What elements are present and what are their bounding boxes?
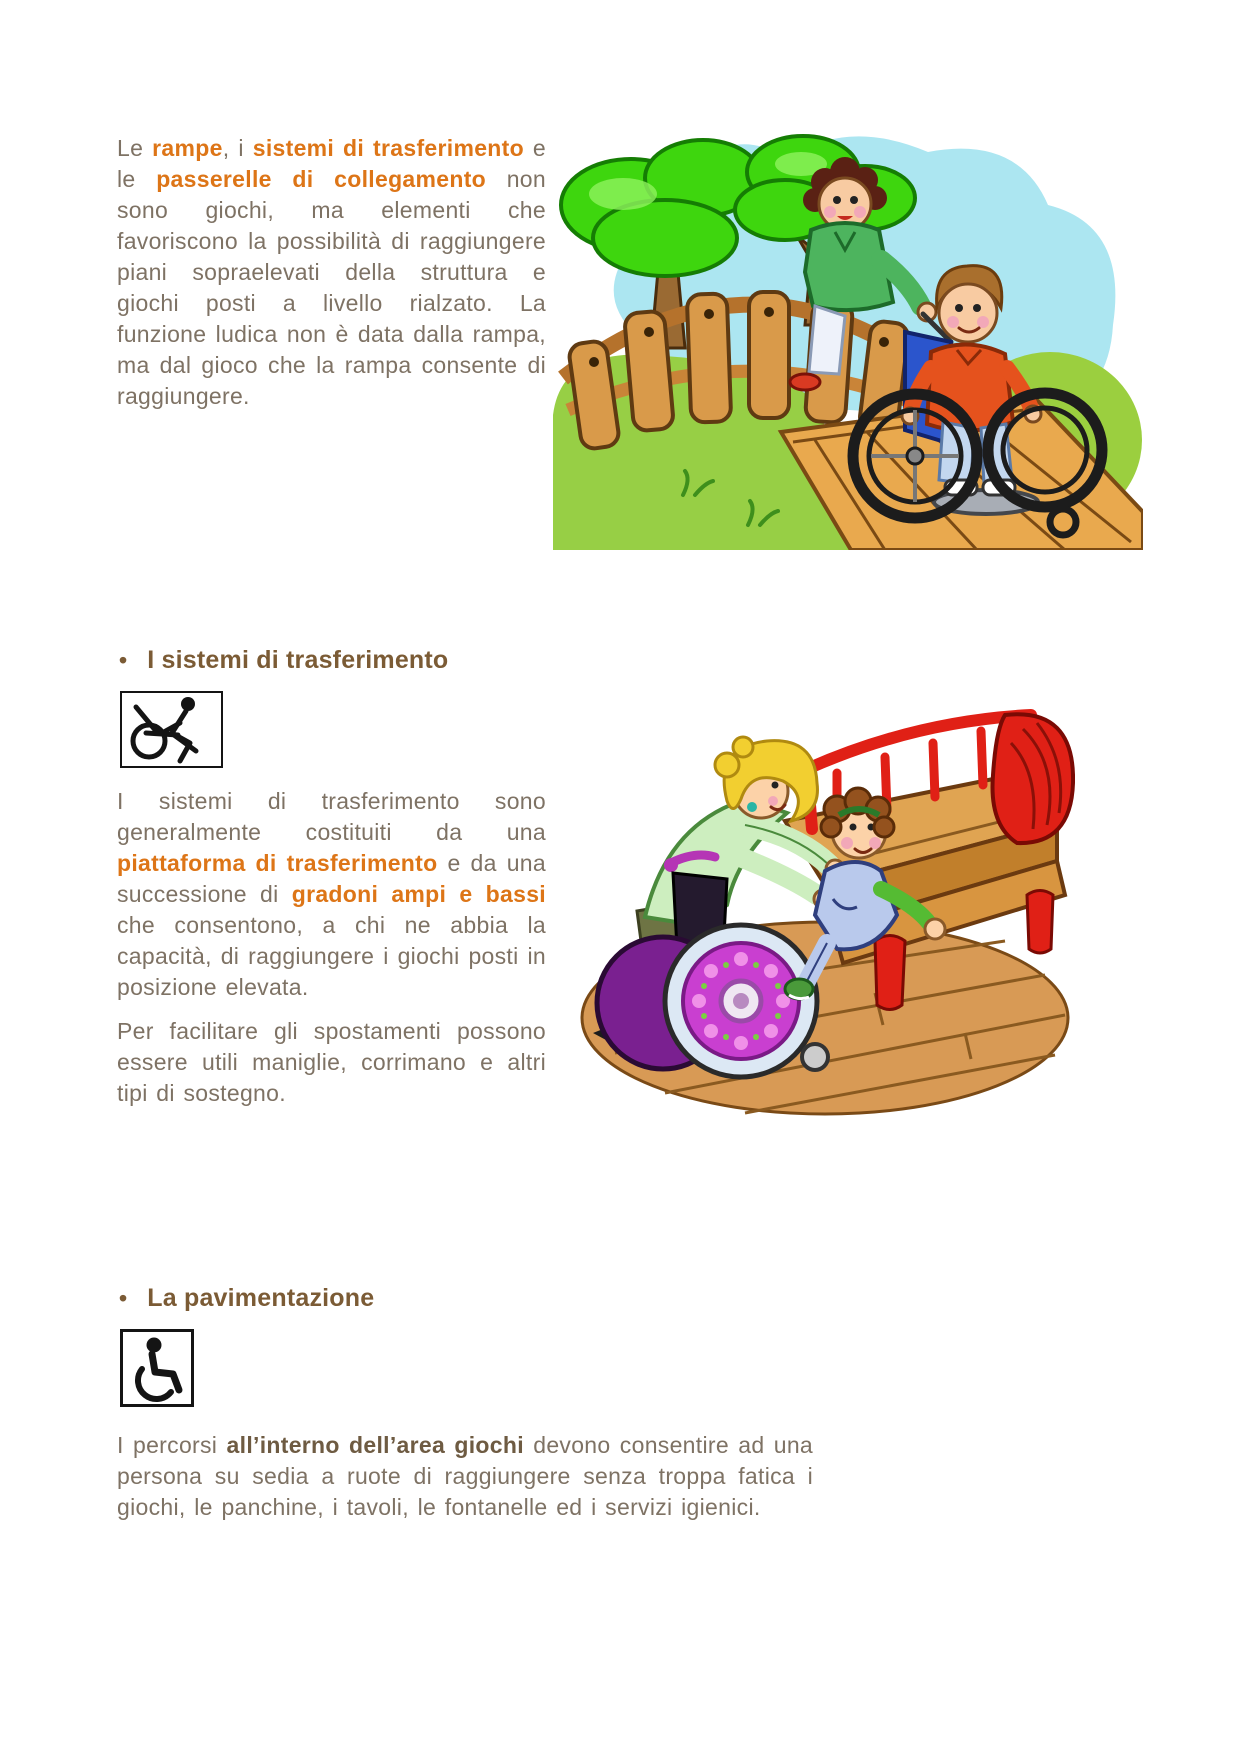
section-heading-label: La pavimentazione <box>147 1284 375 1312</box>
paragraph <box>117 1430 813 1523</box>
transfer-platform-illustration <box>575 703 1075 1118</box>
figure-transfer-platform <box>575 703 1075 1118</box>
text-segment: che consentono, a chi ne abbia la capacità, di raggiungere i giochi posti in posizione elevata. <box>117 912 546 1000</box>
text-segment: e da una successione di <box>117 850 546 907</box>
text-segment: I sistemi di trasferimento sono generalmente costituiti da una <box>117 788 546 845</box>
text-segment-accent: rampe <box>152 135 223 161</box>
transfer-wheelchair-icon <box>122 693 221 766</box>
text-segment: , i <box>222 135 253 161</box>
wheelchair-access-icon <box>124 1333 190 1403</box>
section-heading-paving <box>119 1284 374 1313</box>
text-segment: e le <box>117 135 547 192</box>
icon-box-paving <box>120 1329 194 1407</box>
text-segment-accent: piattaforma di trasferimento <box>117 850 438 876</box>
section-heading-transfer <box>119 646 448 675</box>
paving-paragraphs <box>117 1430 813 1536</box>
text-segment-accent: sistemi di trasferimento <box>252 135 524 161</box>
intro-paragraph <box>117 133 546 425</box>
section-heading-label: I sistemi di trasferimento <box>147 646 449 674</box>
bullet-icon: • <box>119 1285 128 1311</box>
text-segment-bold: all’interno dell’area giochi <box>226 1432 524 1458</box>
text-segment: I percorsi <box>117 1432 227 1458</box>
paragraph <box>117 1016 546 1109</box>
paragraph <box>117 786 546 1003</box>
figure-bridge-ramp <box>553 110 1143 550</box>
text-segment: non sono giochi, ma elementi che favoriscono la possibilità di raggiungere piani sopraelevati della struttura e giochi posti a livello rialzato. La funzione ludica non è data dalla rampa, ma dal gioco che la rampa consente di raggiungere. <box>117 166 546 409</box>
text-segment-accent: passerelle di collegamento <box>156 166 487 192</box>
bridge-ramp-illustration <box>553 110 1143 550</box>
text-segment-accent: gradoni ampi e bassi <box>291 881 546 907</box>
text-segment: devono consentire ad una persona su sedia a ruote di raggiungere senza troppa fatica i giochi, le panchine, i tavoli, le fontanelle ed i servizi igienici. <box>117 1432 814 1520</box>
text-segment: Le <box>117 135 153 161</box>
bullet-icon: • <box>119 647 128 673</box>
text-segment: Per facilitare gli spostamenti possono essere utili maniglie, corrimano e altri tipi di sostegno. <box>117 1018 546 1106</box>
transfer-paragraphs <box>117 786 546 1122</box>
icon-box-transfer <box>120 691 223 768</box>
